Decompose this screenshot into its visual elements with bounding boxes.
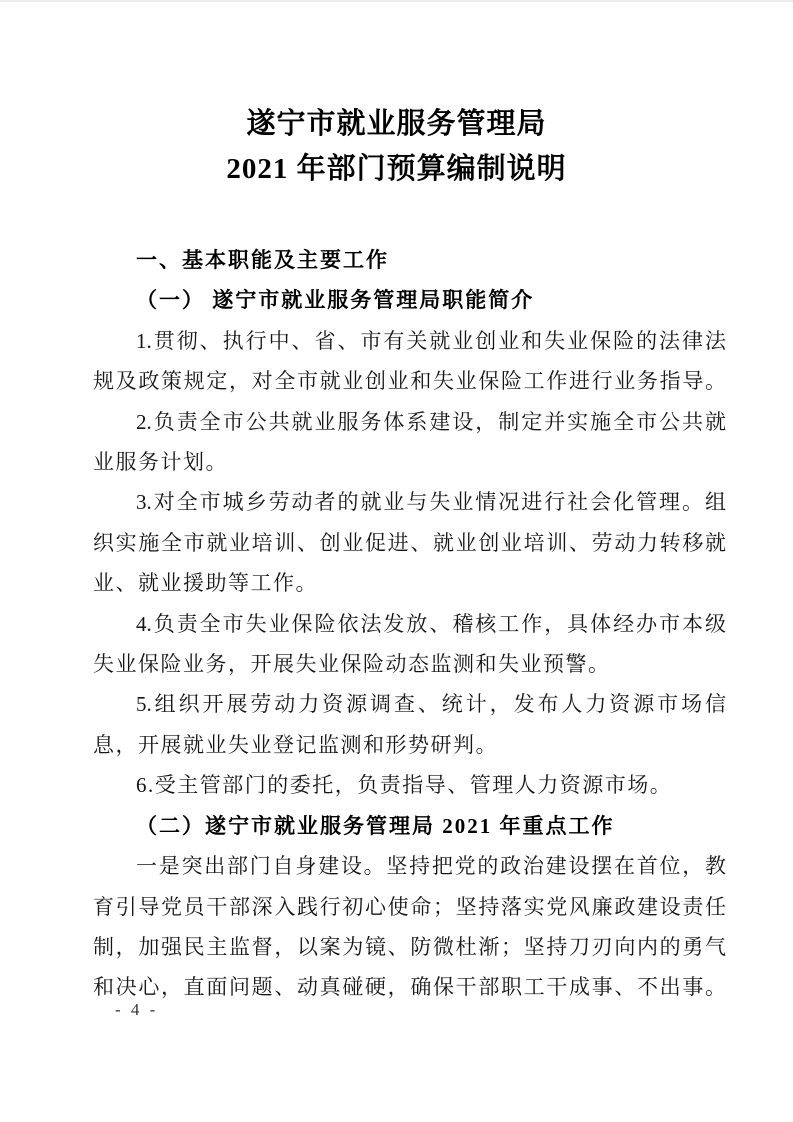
body-text-line: 育引导党员干部深入践行初心使命；坚持落实党风廉政建设责任 bbox=[93, 894, 726, 919]
heading-line: （一） 遂宁市就业服务管理局职能简介 bbox=[136, 288, 535, 313]
body-text-line: 织实施全市就业培训、创业促进、就业创业培训、劳动力转移就 bbox=[93, 530, 726, 555]
body-text-line: 制，加强民主监督，以案为镜、防微杜渐；坚持刀刃向内的勇气 bbox=[93, 934, 726, 959]
body-text-line: 一是突出部门自身建设。坚持把党的政治建设摆在首位，教 bbox=[136, 854, 726, 879]
body-text-line: 5.组织开展劳动力资源调查、统计，发布人力资源市场信 bbox=[136, 692, 726, 717]
page-number: - 4 - bbox=[115, 1000, 159, 1019]
body-text-line: 失业保险业务，开展失业保险动态监测和失业预警。 bbox=[93, 652, 611, 677]
heading-line: 一、基本职能及主要工作 bbox=[136, 248, 389, 272]
document-title-line-1: 遂宁市就业服务管理局 bbox=[246, 108, 547, 140]
heading-line: （二）遂宁市就业服务管理局 2021 年重点工作 bbox=[136, 813, 615, 838]
document-body bbox=[93, 240, 726, 1008]
body-text-line: 1.贯彻、执行中、省、市有关就业创业和失业保险的法律法 bbox=[136, 328, 726, 353]
document-title-line-2: 2021 年部门预算编制说明 bbox=[226, 153, 567, 185]
body-text-line: 规及政策规定，对全市就业创业和失业保险工作进行业务指导。 bbox=[93, 369, 726, 394]
body-text-line: 业服务计划。 bbox=[93, 450, 228, 475]
body-text-line: 业、就业援助等工作。 bbox=[93, 571, 318, 596]
body-text-line: 6.受主管部门的委托，负责指导、管理人力资源市场。 bbox=[136, 773, 673, 798]
page-top-edge-line bbox=[0, 0, 793, 2]
body-text-line: 3.对全市城乡劳动者的就业与失业情况进行社会化管理。组 bbox=[136, 490, 726, 515]
document-title bbox=[0, 102, 793, 192]
body-text-line: 息，开展就业失业登记监测和形势研判。 bbox=[93, 732, 498, 757]
body-text-line: 和决心，直面问题、动真碰硬，确保干部职工干成事、不出事。 bbox=[93, 975, 726, 1000]
body-text-line: 4.负责全市失业保险依法发放、稽核工作，具体经办市本级 bbox=[136, 611, 726, 636]
body-text-line: 2.负责全市公共就业服务体系建设，制定并实施全市公共就 bbox=[136, 409, 726, 434]
